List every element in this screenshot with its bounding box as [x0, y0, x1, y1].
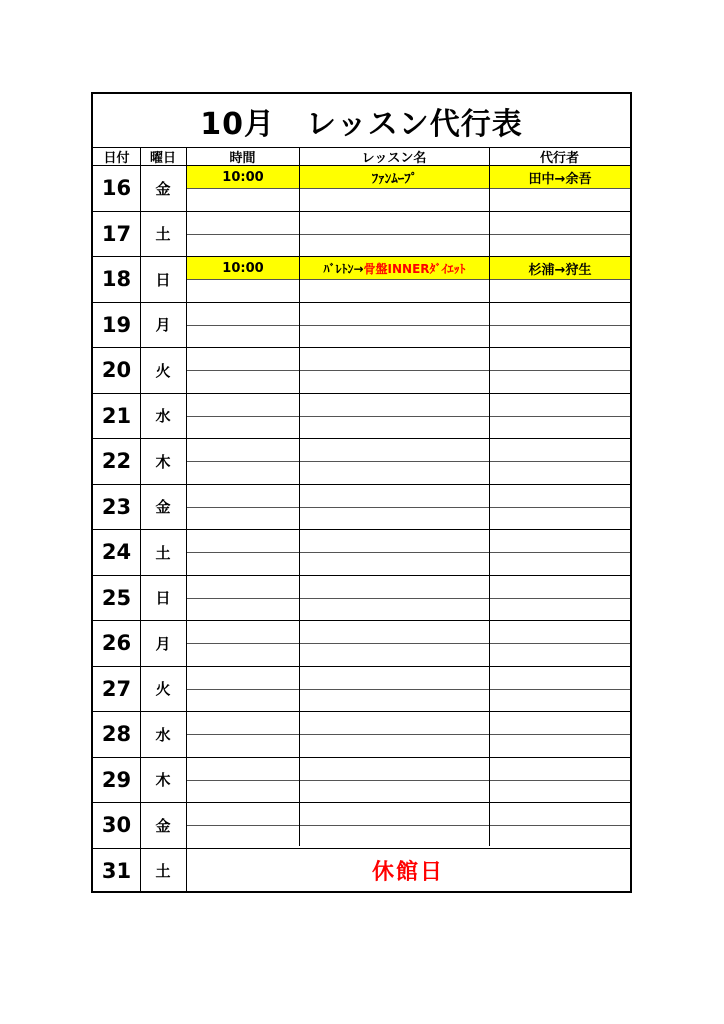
entry-substitute: 田中→余吾	[490, 166, 630, 188]
column-divider	[489, 148, 490, 846]
row-weekday: 火	[155, 680, 171, 699]
table-row	[93, 803, 630, 849]
row-weekday: 水	[155, 407, 171, 426]
table-row	[93, 394, 630, 440]
row-weekday: 金	[155, 179, 171, 198]
row-day: 21	[101, 403, 132, 428]
row-divider	[186, 234, 630, 235]
header-lesson: レッスン名	[361, 151, 427, 166]
table-row	[93, 667, 630, 713]
header-time: 時間	[229, 151, 256, 166]
row-divider	[186, 188, 630, 189]
header-substitute: 代行者	[539, 151, 579, 166]
row-weekday: 土	[155, 225, 171, 244]
row-weekday: 木	[155, 452, 171, 471]
row-weekday: 水	[155, 725, 171, 744]
table-row	[93, 348, 630, 394]
row-divider	[186, 643, 630, 644]
row-weekday: 金	[155, 498, 171, 517]
entry-time: 10:00	[187, 257, 299, 279]
entry-time: 10:00	[187, 166, 299, 188]
row-divider	[186, 780, 630, 781]
row-day: 28	[101, 722, 132, 747]
row-divider	[186, 325, 630, 326]
lesson-substitute-table	[91, 92, 632, 893]
row-day: 29	[101, 767, 132, 792]
entry-lesson	[300, 257, 489, 279]
entry-lesson-from: ﾊﾞﾚﾄﾝ→	[323, 261, 364, 276]
entry-lesson: ﾌｧﾝﾑｰﾌﾟ	[300, 166, 489, 188]
table-row	[93, 439, 630, 485]
row-day: 16	[101, 176, 132, 201]
row-divider	[186, 598, 630, 599]
row-divider	[186, 689, 630, 690]
row-day: 23	[101, 494, 132, 519]
row-day: 26	[101, 631, 132, 656]
row-divider	[186, 416, 630, 417]
row-weekday: 月	[155, 316, 171, 335]
entry-lesson-to: 骨盤INNERﾀﾞｲｴｯﾄ	[363, 261, 466, 276]
table-row	[93, 166, 630, 212]
row-day: 31	[101, 858, 132, 883]
page-title: 10月 レッスン代行表	[93, 94, 630, 148]
table-row	[93, 758, 630, 804]
column-divider	[186, 148, 187, 891]
row-divider	[186, 370, 630, 371]
header-weekday: 曜日	[149, 151, 176, 166]
row-weekday: 木	[155, 771, 171, 790]
table-row	[93, 576, 630, 622]
row-weekday: 火	[155, 361, 171, 380]
column-divider	[299, 148, 300, 846]
table-row	[93, 712, 630, 758]
row-divider	[186, 279, 630, 280]
row-day: 20	[101, 358, 132, 383]
table-row	[93, 849, 630, 894]
row-day: 27	[101, 676, 132, 701]
row-weekday: 日	[155, 589, 171, 608]
row-weekday: 月	[155, 634, 171, 653]
row-weekday: 日	[155, 270, 171, 289]
row-divider	[186, 507, 630, 508]
row-divider	[186, 552, 630, 553]
entry-substitute: 杉浦→狩生	[490, 257, 630, 279]
closed-day-label: 休館日	[371, 860, 444, 886]
row-divider	[186, 734, 630, 735]
row-weekday: 金	[155, 816, 171, 835]
row-day: 18	[101, 267, 132, 292]
column-divider	[140, 148, 141, 891]
table-row	[93, 212, 630, 258]
row-day: 30	[101, 813, 132, 838]
row-day: 17	[101, 221, 132, 246]
table-row	[93, 621, 630, 667]
header-date: 日付	[103, 151, 130, 166]
row-day: 19	[101, 312, 132, 337]
table-row	[93, 257, 630, 303]
table-row	[93, 485, 630, 531]
row-day: 25	[101, 585, 132, 610]
row-divider	[186, 825, 630, 826]
row-divider	[186, 461, 630, 462]
row-weekday: 土	[155, 862, 171, 881]
table-row	[93, 303, 630, 349]
table-row	[93, 530, 630, 576]
row-weekday: 土	[155, 543, 171, 562]
row-day: 22	[101, 449, 132, 474]
table-header	[93, 148, 630, 166]
row-day: 24	[101, 540, 132, 565]
